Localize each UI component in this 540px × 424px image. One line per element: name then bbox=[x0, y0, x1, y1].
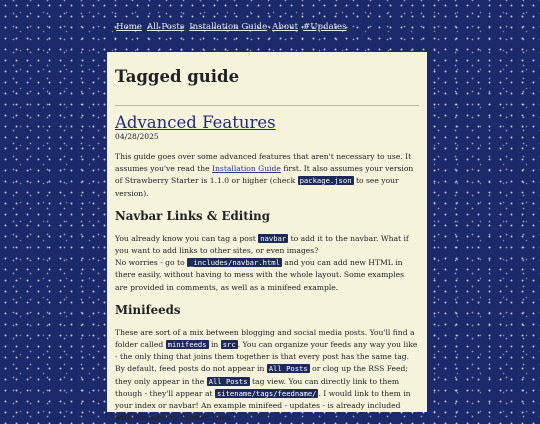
section-heading-minifeeds: Minifeeds bbox=[115, 302, 181, 317]
post-date: 04/28/2025 bbox=[115, 132, 159, 141]
intro-text-3: to see your version). bbox=[115, 176, 399, 198]
top-navbar bbox=[116, 21, 347, 34]
nav-link-updates[interactable]: #Updates bbox=[303, 22, 347, 32]
intro-paragraph bbox=[115, 151, 419, 200]
inline-code: src bbox=[222, 340, 236, 350]
inline-code: All Posts bbox=[268, 364, 308, 374]
intro-text-1: This guide goes over some advanced features that aren't necessary to use. It assumes you've read the bbox=[115, 152, 412, 174]
text: in bbox=[208, 340, 221, 350]
main-content bbox=[107, 52, 427, 423]
text: to add it to the navbar. What if you want to add links to other sites, or even images? bbox=[115, 233, 409, 256]
post-title-link[interactable]: Advanced Features bbox=[115, 113, 276, 132]
inline-code: _includes/navbar.html bbox=[189, 258, 280, 268]
text: You already know you can tag a post bbox=[115, 233, 259, 243]
inline-code: navbar bbox=[260, 233, 287, 243]
inline-code: All Posts bbox=[208, 376, 248, 386]
divider bbox=[115, 105, 419, 106]
section-heading-navbar: Navbar Links & Editing bbox=[115, 208, 271, 223]
text: . You can organize your feeds any way you like - the only thing that joins them together is that every post has the same tag. By default, feed posts do not appear in bbox=[115, 340, 418, 374]
page-title: Tagged guide bbox=[115, 67, 240, 86]
text: and you can add new HTML in there easily, without having to mess with the whole layout. Some examples are provided in comments, as well as a minifeed example. bbox=[115, 258, 404, 292]
installation-guide-link[interactable]: Installation Guide bbox=[212, 164, 281, 174]
inline-code: minifeeds bbox=[167, 340, 207, 350]
text: No worries - go to bbox=[115, 258, 188, 268]
inline-code: package.json bbox=[299, 176, 352, 186]
navbar-paragraph-1 bbox=[115, 233, 419, 294]
nav-link-about[interactable]: About bbox=[272, 22, 299, 32]
nav-link-installation-guide[interactable]: Installation Guide bbox=[189, 22, 268, 32]
intro-text-2: first. It also assumes your version of Strawberry Starter is 1.1.0 or higher (check bbox=[115, 164, 414, 186]
nav-link-home[interactable]: Home bbox=[116, 22, 142, 32]
nav-link-all-posts[interactable]: All Posts bbox=[146, 22, 185, 32]
text: or clog up the RSS Feed; they only appear in the bbox=[115, 364, 408, 386]
text: tag view. You can directly link to them though - they'll appear at bbox=[115, 376, 400, 398]
inline-code: sitename/tags/feedname/ bbox=[216, 388, 317, 398]
minifeeds-paragraph bbox=[115, 327, 419, 424]
text: . I would link to them in your index or navbar! An example minifeed - updates - is already included with Strawberry Starter. Look bbox=[115, 388, 411, 423]
text: These are sort of a mix between blogging and social media posts. You'll find a folder called bbox=[115, 327, 415, 350]
